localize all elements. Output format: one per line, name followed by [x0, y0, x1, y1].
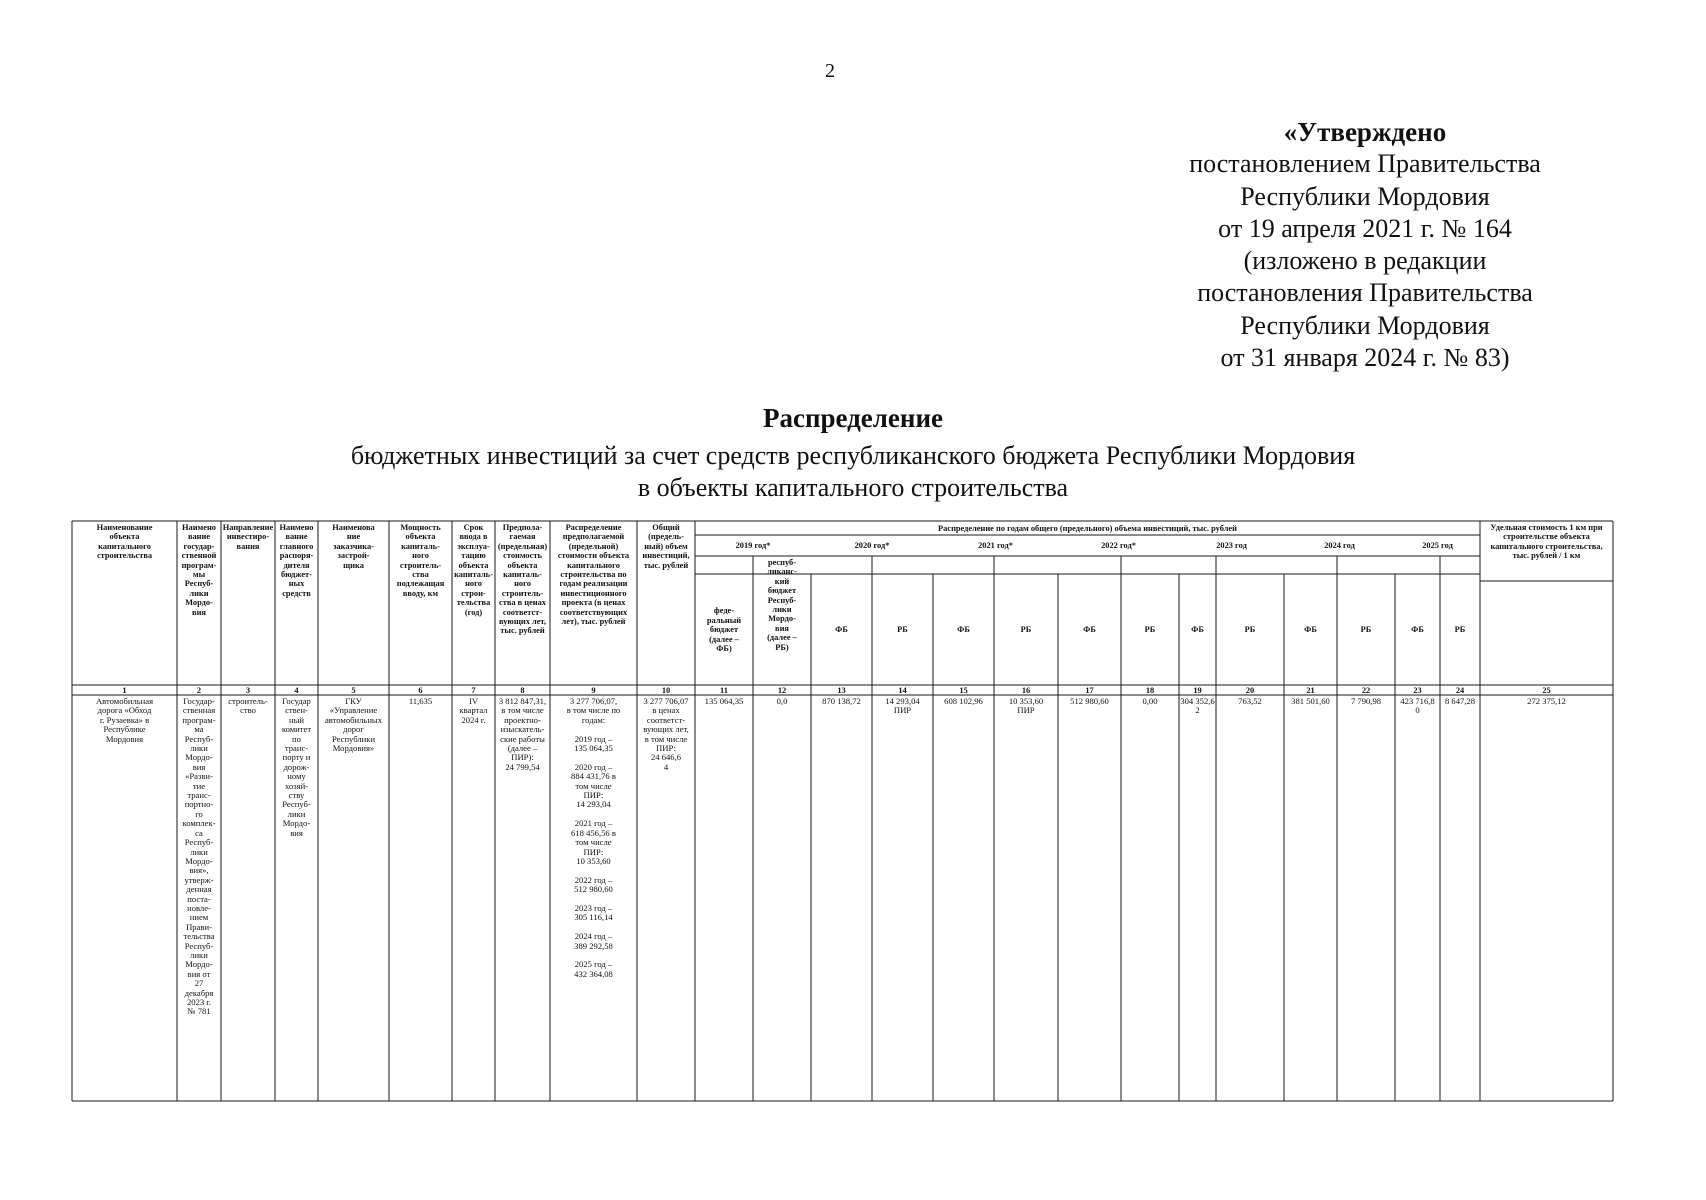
- column-number: 23: [1413, 686, 1422, 695]
- table-cell: 14 293,04 ПИР: [885, 697, 920, 716]
- column-header: Наимено вание главного распоря- дителя бюджет- ных средств: [279, 523, 314, 598]
- column-number: 8: [520, 686, 525, 695]
- column-header: Предпола- гаемая (предельная) стоимость объекта капиталь- ного строитель- ства в ценах соответст- вующих лет, тыс. рублей: [497, 523, 548, 636]
- table-cell: 0,00: [1142, 697, 1158, 706]
- year-header: 2020 год*: [854, 541, 890, 551]
- column-number: 17: [1085, 686, 1094, 695]
- table-cell: 3 277 706,07, в том числе по годам: 2019 год – 135 064,35 2020 год – 884 431,76 в том числе ПИР: 14 293,04 2021 год – 618 456,56 в том числе ПИР: 10 353,60 2022 год – 512 980,60 2023 год – 305 116,14 2024 год – 389 292,58 2025 год – 432 364,08: [566, 697, 621, 979]
- column-number: 7: [471, 686, 476, 695]
- approval-line: Республики Мордовия: [1240, 310, 1490, 340]
- column-header: Срок ввода в эксплуа- тацию объекта капиталь- ного строи- тельства (год): [454, 523, 493, 617]
- table-cell: 512 980,60: [1070, 697, 1109, 706]
- approval-line: постановления Правительства: [1197, 278, 1533, 308]
- subtitle-line: бюджетных инвестиций за счет средств республиканского бюджета Республики Мордовия: [350, 441, 1356, 470]
- fund-header-fb: ФБ: [957, 625, 970, 635]
- column-number: 18: [1145, 686, 1155, 695]
- table-cell: 381 501,60: [1291, 697, 1330, 706]
- table-cell: 423 716,8 0: [1400, 697, 1435, 716]
- approval-line: «Утверждено: [1283, 117, 1447, 147]
- column-number: 21: [1306, 686, 1315, 695]
- table-cell: 7 790,98: [1350, 697, 1382, 706]
- table-cell: Автомобильная дорога «Обход г. Рузаевка» в Республике Мордовия: [95, 697, 154, 744]
- year-header: 2023 год: [1216, 541, 1247, 551]
- column-number: 13: [837, 686, 846, 695]
- approval-line: от 31 января 2024 г. № 83): [1220, 343, 1510, 373]
- approval-line: постановлением Правительства: [1189, 149, 1541, 179]
- column-header: Мощность объекта капиталь- ного строитель- ства подлежащая вводу, км: [396, 523, 445, 598]
- fund-header-fb: ФБ: [1191, 625, 1204, 635]
- table-cell: ГКУ «Управление автомобильных дорог Республики Мордовия»: [324, 697, 383, 754]
- column-number: 6: [418, 686, 423, 695]
- fund-header-rb: РБ: [1244, 625, 1256, 635]
- year-header: 2019 год*: [735, 541, 771, 551]
- column-number: 25: [1542, 686, 1551, 695]
- fund-header-fb: ФБ: [1083, 625, 1096, 635]
- column-number: 4: [294, 686, 299, 695]
- column-header: Наименова ние заказчика- застрой- щика: [332, 523, 375, 570]
- fund-header-fb: ФБ: [835, 625, 848, 635]
- page-number: 2: [825, 60, 835, 82]
- table-cell: Государ- ственная програм- ма Респуб- лики Мордо- вия «Разви- тие транс- портно- го комплек- са Респуб- лики Мордо- вия», утверж- денная поста- новле- нием Прави- тельства Респуб- лики Мордо- вия от 27 декабря 2023 г. № 781: [182, 697, 216, 1017]
- fund-header-rb: РБ: [1020, 625, 1032, 635]
- table-cell: 608 102,96: [944, 697, 983, 706]
- year-header: 2021 год*: [978, 541, 1013, 551]
- table-cell: 3 277 706,07 в ценах соответст- вующих лет, в том числе ПИР: 24 646,6 4: [643, 697, 689, 772]
- table-cell: 272 375,12: [1527, 697, 1566, 706]
- fund-header-fb: ФБ: [1411, 625, 1424, 635]
- column-number: 14: [898, 686, 907, 695]
- column-number: 12: [777, 686, 787, 695]
- table-cell: 304 352,6 2: [1180, 697, 1215, 716]
- distribution-header: Распределение по годам общего (предельного) объема инвестиций, тыс. рублей: [938, 523, 1237, 533]
- table-cell: 11,635: [408, 697, 433, 706]
- column-header: Направление инвестиро- вания: [222, 523, 274, 551]
- approval-line: Республики Мордовия: [1240, 181, 1490, 211]
- column-number: 1: [122, 686, 127, 695]
- year-header: 2022 год*: [1101, 541, 1136, 551]
- column-number: 2: [196, 686, 202, 695]
- table-cell: 763,52: [1238, 697, 1262, 706]
- fund-header-rb: РБ: [897, 625, 908, 635]
- column-number: 24: [1455, 686, 1465, 695]
- column-header: Распределение предполагаемой (предельной) стоимости объекта капитального строительства по годам реализации инвестиционного проекта (в ценах соответствующих лет), тыс. рублей: [557, 523, 630, 627]
- fund-header-rb: респуб- ликанс- кий бюджет Респуб- лики Мордо- вия (далее – РБ): [767, 558, 797, 652]
- column-header: Наименование объекта капитального строительства: [96, 523, 153, 561]
- fund-header-fb: ФБ: [1304, 625, 1317, 635]
- table-cell: 135 064,35: [704, 697, 744, 706]
- column-number: 16: [1021, 686, 1031, 695]
- table-cell: 8 647,28: [1444, 697, 1476, 706]
- year-header: 2024 год: [1324, 541, 1355, 551]
- table-cell: 0,0: [776, 697, 788, 706]
- fund-header-fb: феде- ральный бюджет (далее – ФБ): [706, 606, 742, 654]
- approval-line: от 19 апреля 2021 г. № 164: [1218, 213, 1512, 243]
- table-cell: Государ ствен- ный комитет по транс- порту и дорож- ному хозяй- ству Респуб- лики Мордо- вия: [281, 697, 312, 838]
- column-header: Общий (предель- ный) объем инвестиций, тыс. рублей: [642, 523, 690, 570]
- fund-header-rb: РБ: [1454, 625, 1466, 635]
- column-number: 11: [720, 686, 728, 695]
- table-cell: строитель- ство: [228, 697, 268, 716]
- column-number: 19: [1193, 686, 1202, 695]
- column-number: 15: [959, 686, 968, 695]
- subtitle-line: в объекты капитального строительства: [637, 473, 1069, 502]
- fund-header-rb: РБ: [1144, 625, 1156, 635]
- table-cell: 870 138,72: [822, 697, 861, 706]
- year-header: 2025 год: [1422, 541, 1453, 551]
- column-number: 5: [351, 686, 356, 695]
- table-cell: 10 353,60 ПИР: [1008, 697, 1044, 716]
- unit-cost-header: Удельная стоимость 1 км при строительстве объекта капитального строительства, тыс. рублей / 1 км: [1490, 523, 1603, 561]
- column-number: 22: [1361, 686, 1371, 695]
- document-title: Распределение: [762, 403, 944, 433]
- column-number: 10: [661, 686, 671, 695]
- column-number: 20: [1245, 686, 1255, 695]
- approval-line: (изложено в редакции: [1243, 246, 1487, 276]
- column-number: 3: [245, 686, 251, 695]
- column-header: Наимено вание государ- ственной програм- мы Респуб- лики Мордо- вия: [181, 523, 217, 617]
- fund-header-rb: РБ: [1360, 625, 1372, 635]
- table-cell: IV квартал 2024 г.: [459, 697, 488, 725]
- table-cell: 3 812 847,31, в том числе проектно- изыскатель- ские работы (далее – ПИР): 24 799,54: [498, 697, 547, 772]
- column-number: 9: [591, 686, 596, 695]
